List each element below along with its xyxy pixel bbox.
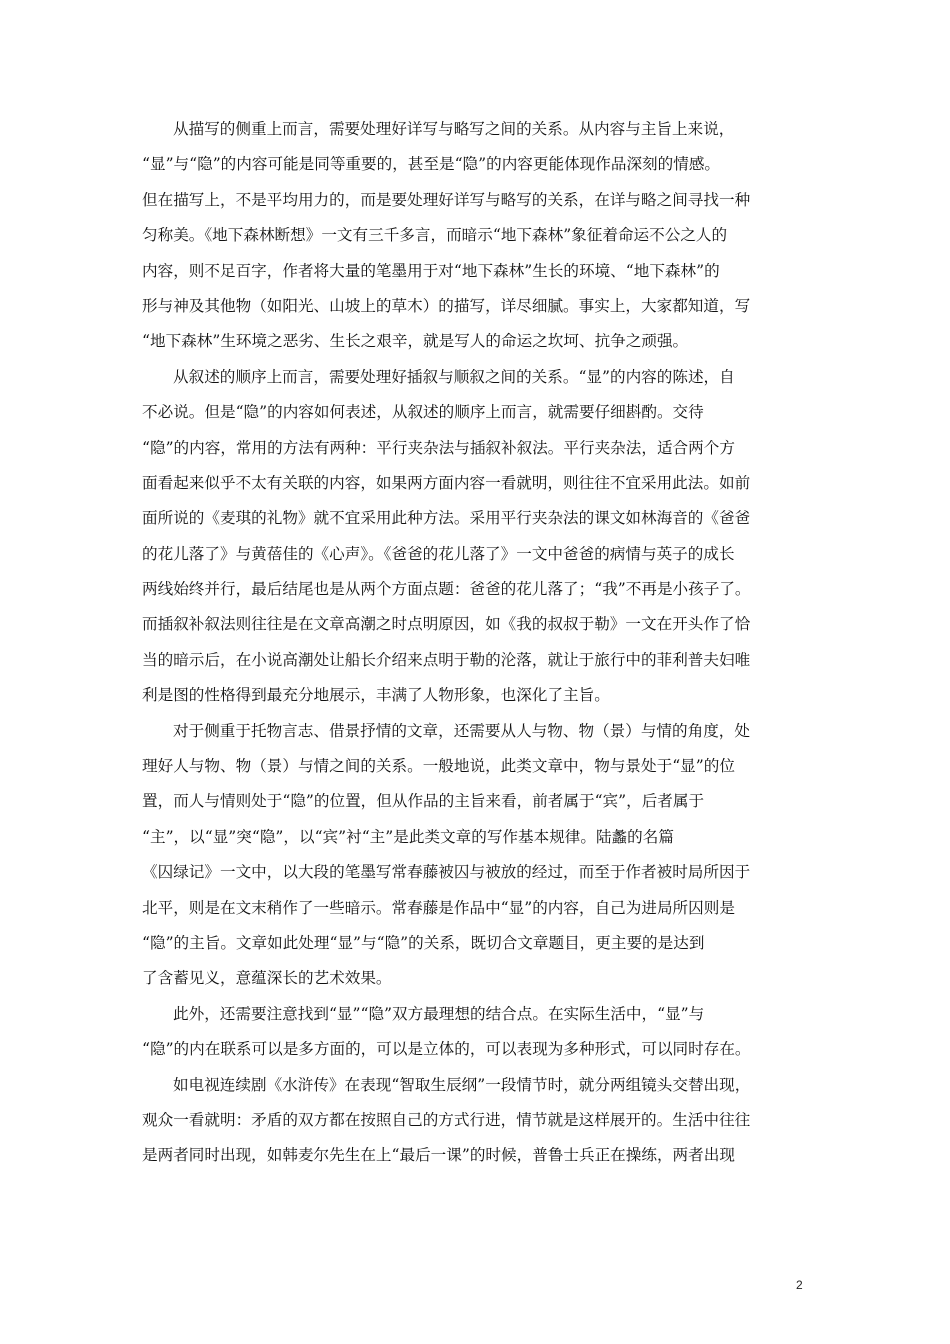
text-line: 从叙述的顺序上而言，需要处理好插叙与顺叙之间的关系。“显”的内容的陈述，自: [173, 367, 735, 386]
text-line: “隐”的内在联系可以是多方面的，可以是立体的，可以表现为多种形式，可以同时存在。: [142, 1040, 751, 1059]
text-line: 面看起来似乎不太有关联的内容，如果两方面内容一看就明，则往往不宜采用此法。如前: [142, 473, 751, 492]
text-line: 《囚绿记》一文中，以大段的笔墨写常春藤被囚与被放的经过，而至于作者被时局所因于: [142, 863, 751, 882]
text-line: “显”与“隐”的内容可能是同等重要的，甚至是“隐”的内容更能体现作品深刻的情感。: [142, 155, 721, 174]
text-line: 当的暗示后，在小说高潮处让船长介绍来点明于勒的沦落，就让于旅行中的菲利普夫妇唯: [142, 650, 751, 669]
text-line: 北平，则是在文末稍作了一些暗示。常春藤是作品中“显”的内容，自己为进局所囚则是: [142, 898, 735, 917]
text-line: 利是图的性格得到最充分地展示，丰满了人物形象，也深化了主旨。: [142, 686, 610, 705]
page-number: 2: [796, 1278, 803, 1292]
text-line: 此外，还需要注意找到“显”“隐”双方最理想的结合点。在实际生活中，“显”与: [173, 1004, 705, 1023]
text-line: 不必说。但是“隐”的内容如何表述，从叙述的顺序上而言，就需要仔细斟酌。交待: [142, 403, 704, 422]
text-line: 了含蓄见义，意蕴深长的艺术效果。: [142, 969, 392, 988]
text-line: 置，而人与情则处于“隐”的位置，但从作品的主旨来看，前者属于“宾”，后者属于: [142, 792, 705, 811]
text-line: 面所说的《麦琪的礼物》就不宜采用此种方法。采用平行夹杂法的课文如林海音的《爸爸: [142, 509, 751, 528]
paragraph: [142, 112, 818, 360]
text-line: 但在描写上，不是平均用力的，而是要处理好详写与略写的关系，在详与略之间寻找一种: [142, 190, 751, 209]
text-line: 形与神及其他物（如阳光、山坡上的草木）的描写，详尽细腻。事实上，大家都知道，写: [142, 296, 751, 315]
text-line: 而插叙补叙法则往往是在文章高潮之时点明原因，如《我的叔叔于勒》一文在开头作了恰: [142, 615, 751, 634]
text-line: 对于侧重于托物言志、借景抒情的文章，还需要从人与物、物（景）与情的角度，处: [173, 721, 750, 740]
text-line: 如电视连续剧《水浒传》在表现“智取生辰纲”一段情节时，就分两组镜头交替出现，: [173, 1075, 751, 1094]
text-line: 是两者同时出现，如韩麦尔先生在上“最后一课”的时候，普鲁士兵正在操练，两者出现: [142, 1146, 735, 1165]
paragraph: [142, 997, 818, 1068]
text-line: “地下森林”生环境之恶劣、生长之艰辛，就是写人的命运之坎坷、抗争之顽强。: [142, 332, 689, 351]
text-line: 两线始终并行，最后结尾也是从两个方面点题：爸爸的花儿落了；“我”不再是小孩子了。: [142, 580, 751, 599]
text-line: “隐”的内容，常用的方法有两种：平行夹杂法与插叙补叙法。平行夹杂法，适合两个方: [142, 438, 735, 457]
text-line: 理好人与物、物（景）与情之间的关系。一般地说，此类文章中，物与景处于“显”的位: [142, 757, 735, 776]
text-line: 内容，则不足百字，作者将大量的笔墨用于对“地下森林”生长的环境、“地下森林”的: [142, 261, 720, 280]
text-line: 匀称美。《地下森林断想》一文有三千多言，而暗示“地下森林”象征着命运不公之人的: [142, 226, 728, 245]
text-line: “隐”的主旨。文章如此处理“显”与“隐”的关系，既切合文章题目，更主要的是达到: [142, 933, 705, 952]
text-line: 的花儿落了》与黄蓓佳的《心声》。《爸爸的花儿落了》一文中爸爸的病情与英子的成长: [142, 544, 735, 563]
paragraph: [142, 1068, 818, 1174]
text-line: 从描写的侧重上而言，需要处理好详写与略写之间的关系。从内容与主旨上来说，: [173, 120, 735, 138]
text-line: 观众一看就明：矛盾的双方都在按照自己的方式行进，情节就是这样展开的。生活中往往: [142, 1110, 751, 1129]
paragraph: [142, 714, 818, 997]
text-line: “主”，以“显”突“隐”，以“宾”衬“主”是此类文章的写作基本规律。陆蠡的名篇: [142, 827, 674, 846]
paragraph: [142, 360, 818, 714]
body-text: [142, 112, 818, 1174]
